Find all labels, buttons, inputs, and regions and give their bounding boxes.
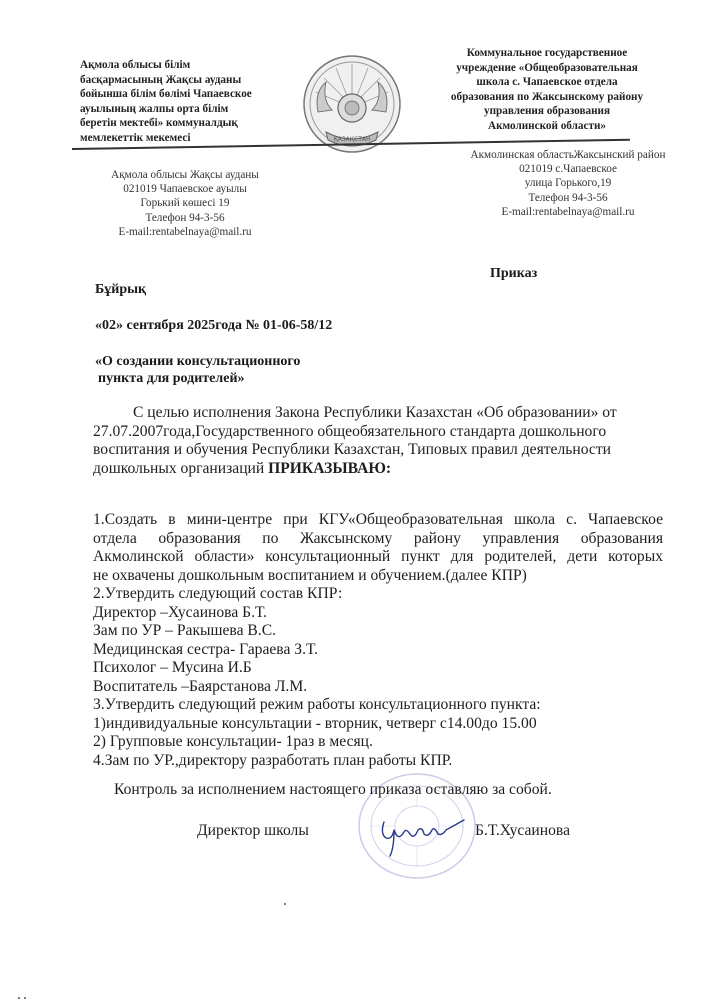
- item-1-line: Акмолинской области» консультационный пункт для родителей, дети которых: [93, 548, 663, 565]
- order-title-kz: Бұйрық: [95, 282, 147, 297]
- address-line: улица Горького,19: [524, 177, 612, 190]
- emblem-label: ҚАЗАҚСТАН: [333, 136, 371, 143]
- order-date-number: «02» сентября 2025года № 01-06-58/12: [95, 318, 333, 333]
- order-subject-line: «О создании консультационного: [95, 354, 301, 369]
- org-name-kz: [80, 58, 280, 145]
- state-emblem-icon: [296, 52, 408, 156]
- org-name-ru-line: Акмолинской области»: [488, 119, 606, 132]
- address-line: 021019 Чапаевское ауылы: [123, 183, 247, 196]
- org-name-ru-line: школа с. Чапаевское отдела: [476, 76, 618, 88]
- scan-speck: [24, 997, 26, 999]
- member-list-item: Медицинская сестра- Гараева З.Т.: [93, 640, 318, 658]
- member-list-item: Психолог – Мусина И.Б: [93, 659, 252, 676]
- org-name-kz-line: мемлекеттік мекемесі: [80, 131, 191, 144]
- order-verb: ПРИКАЗЫВАЮ:: [268, 459, 392, 477]
- org-name-kz-line: басқармасының Жақсы ауданы: [80, 73, 242, 86]
- address-line: Горький көшесі 19: [140, 197, 230, 210]
- schedule-item: 1)индивидуальные консультации - вторник, четверг с14.00до 15.00: [93, 714, 537, 732]
- item-1-line: не охвачены дошкольным воспитанием и обучением.(далее КПР): [93, 566, 527, 584]
- address-email: E-mail:rentabelnaya@mail.ru: [118, 225, 252, 238]
- order-subject: [95, 353, 300, 387]
- item-3: 3.Утвердить следующий режим работы консультационного пункта:: [93, 696, 541, 713]
- preamble-line: воспитания и обучения Республики Казахстан, Типовых правил деятельности: [93, 441, 611, 458]
- address-line: 021019 с.Чапаевское: [519, 163, 617, 176]
- order-items: [93, 511, 663, 770]
- signer-name: Б.Т.Хусаинова: [475, 822, 571, 839]
- signature-icon: [376, 812, 466, 860]
- preamble-line: С целью исполнения Закона Республики Казахстан «Об образовании» от: [133, 404, 617, 421]
- item-2: 2.Утвердить следующий состав КПР:: [93, 585, 343, 602]
- org-name-ru: [432, 46, 662, 133]
- order-title-ru: Приказ: [490, 266, 538, 281]
- preamble-line: [93, 460, 663, 479]
- scan-speck: [18, 997, 20, 999]
- order-subject-line: пункта для родителей»: [98, 371, 245, 386]
- item-4: 4.Зам по УР.,директору разработать план работы КПР.: [93, 751, 453, 769]
- item-1-line: 1.Создать в мини-центре при КГУ«Общеобразовательная школа с. Чапаевское: [93, 511, 663, 528]
- address-phone: Телефон 94-3-56: [528, 191, 608, 204]
- address-phone: Телефон 94-3-56: [145, 211, 225, 224]
- org-name-ru-line: Коммунальное государственное: [466, 47, 628, 59]
- org-name-kz-line: ауылының жалпы орта білім: [80, 102, 229, 115]
- org-name-kz-line: бойынша білім бөлімі Чапаевское: [80, 88, 252, 100]
- preamble-line: 27.07.2007года,Государственного общеобязательного стандарта дошкольного: [93, 422, 607, 440]
- org-name-kz-line: Ақмола облысы білім: [80, 59, 191, 71]
- member-list-item: Воспитатель –Баярстанова Л.М.: [93, 677, 308, 695]
- org-name-ru-line: учреждение «Общеобразовательная: [456, 61, 638, 74]
- address-kz: [85, 168, 285, 239]
- item-1-line: отдела образования по Жаксынскому району управления образования: [93, 529, 663, 547]
- schedule-item: 2) Групповые консультации- 1раз в месяц.: [93, 733, 373, 750]
- org-name-kz-line: беретін мектебі» коммуналдық: [80, 117, 238, 129]
- signer-role: Директор школы: [197, 822, 309, 839]
- address-email: E-mail:rentabelnaya@mail.ru: [501, 205, 635, 218]
- control-statement: Контроль за исполнением настоящего приказа оставляю за собой.: [114, 781, 552, 798]
- org-name-ru-line: управления образования: [483, 105, 611, 117]
- address-ru: [458, 148, 678, 219]
- member-list-item: Директор –Хусаинова Б.Т.: [93, 603, 267, 621]
- address-line: Акмолинская областьЖаксынский район: [470, 149, 666, 161]
- preamble-text: дошкольных организаций: [93, 459, 269, 477]
- address-line: Ақмола облысы Жақсы ауданы: [111, 169, 259, 181]
- scan-speck: [284, 903, 286, 905]
- preamble: [93, 404, 663, 478]
- org-name-ru-line: образования по Жаксынскому району: [450, 90, 644, 103]
- member-list-item: Зам по УР – Ракышева В.С.: [93, 622, 276, 639]
